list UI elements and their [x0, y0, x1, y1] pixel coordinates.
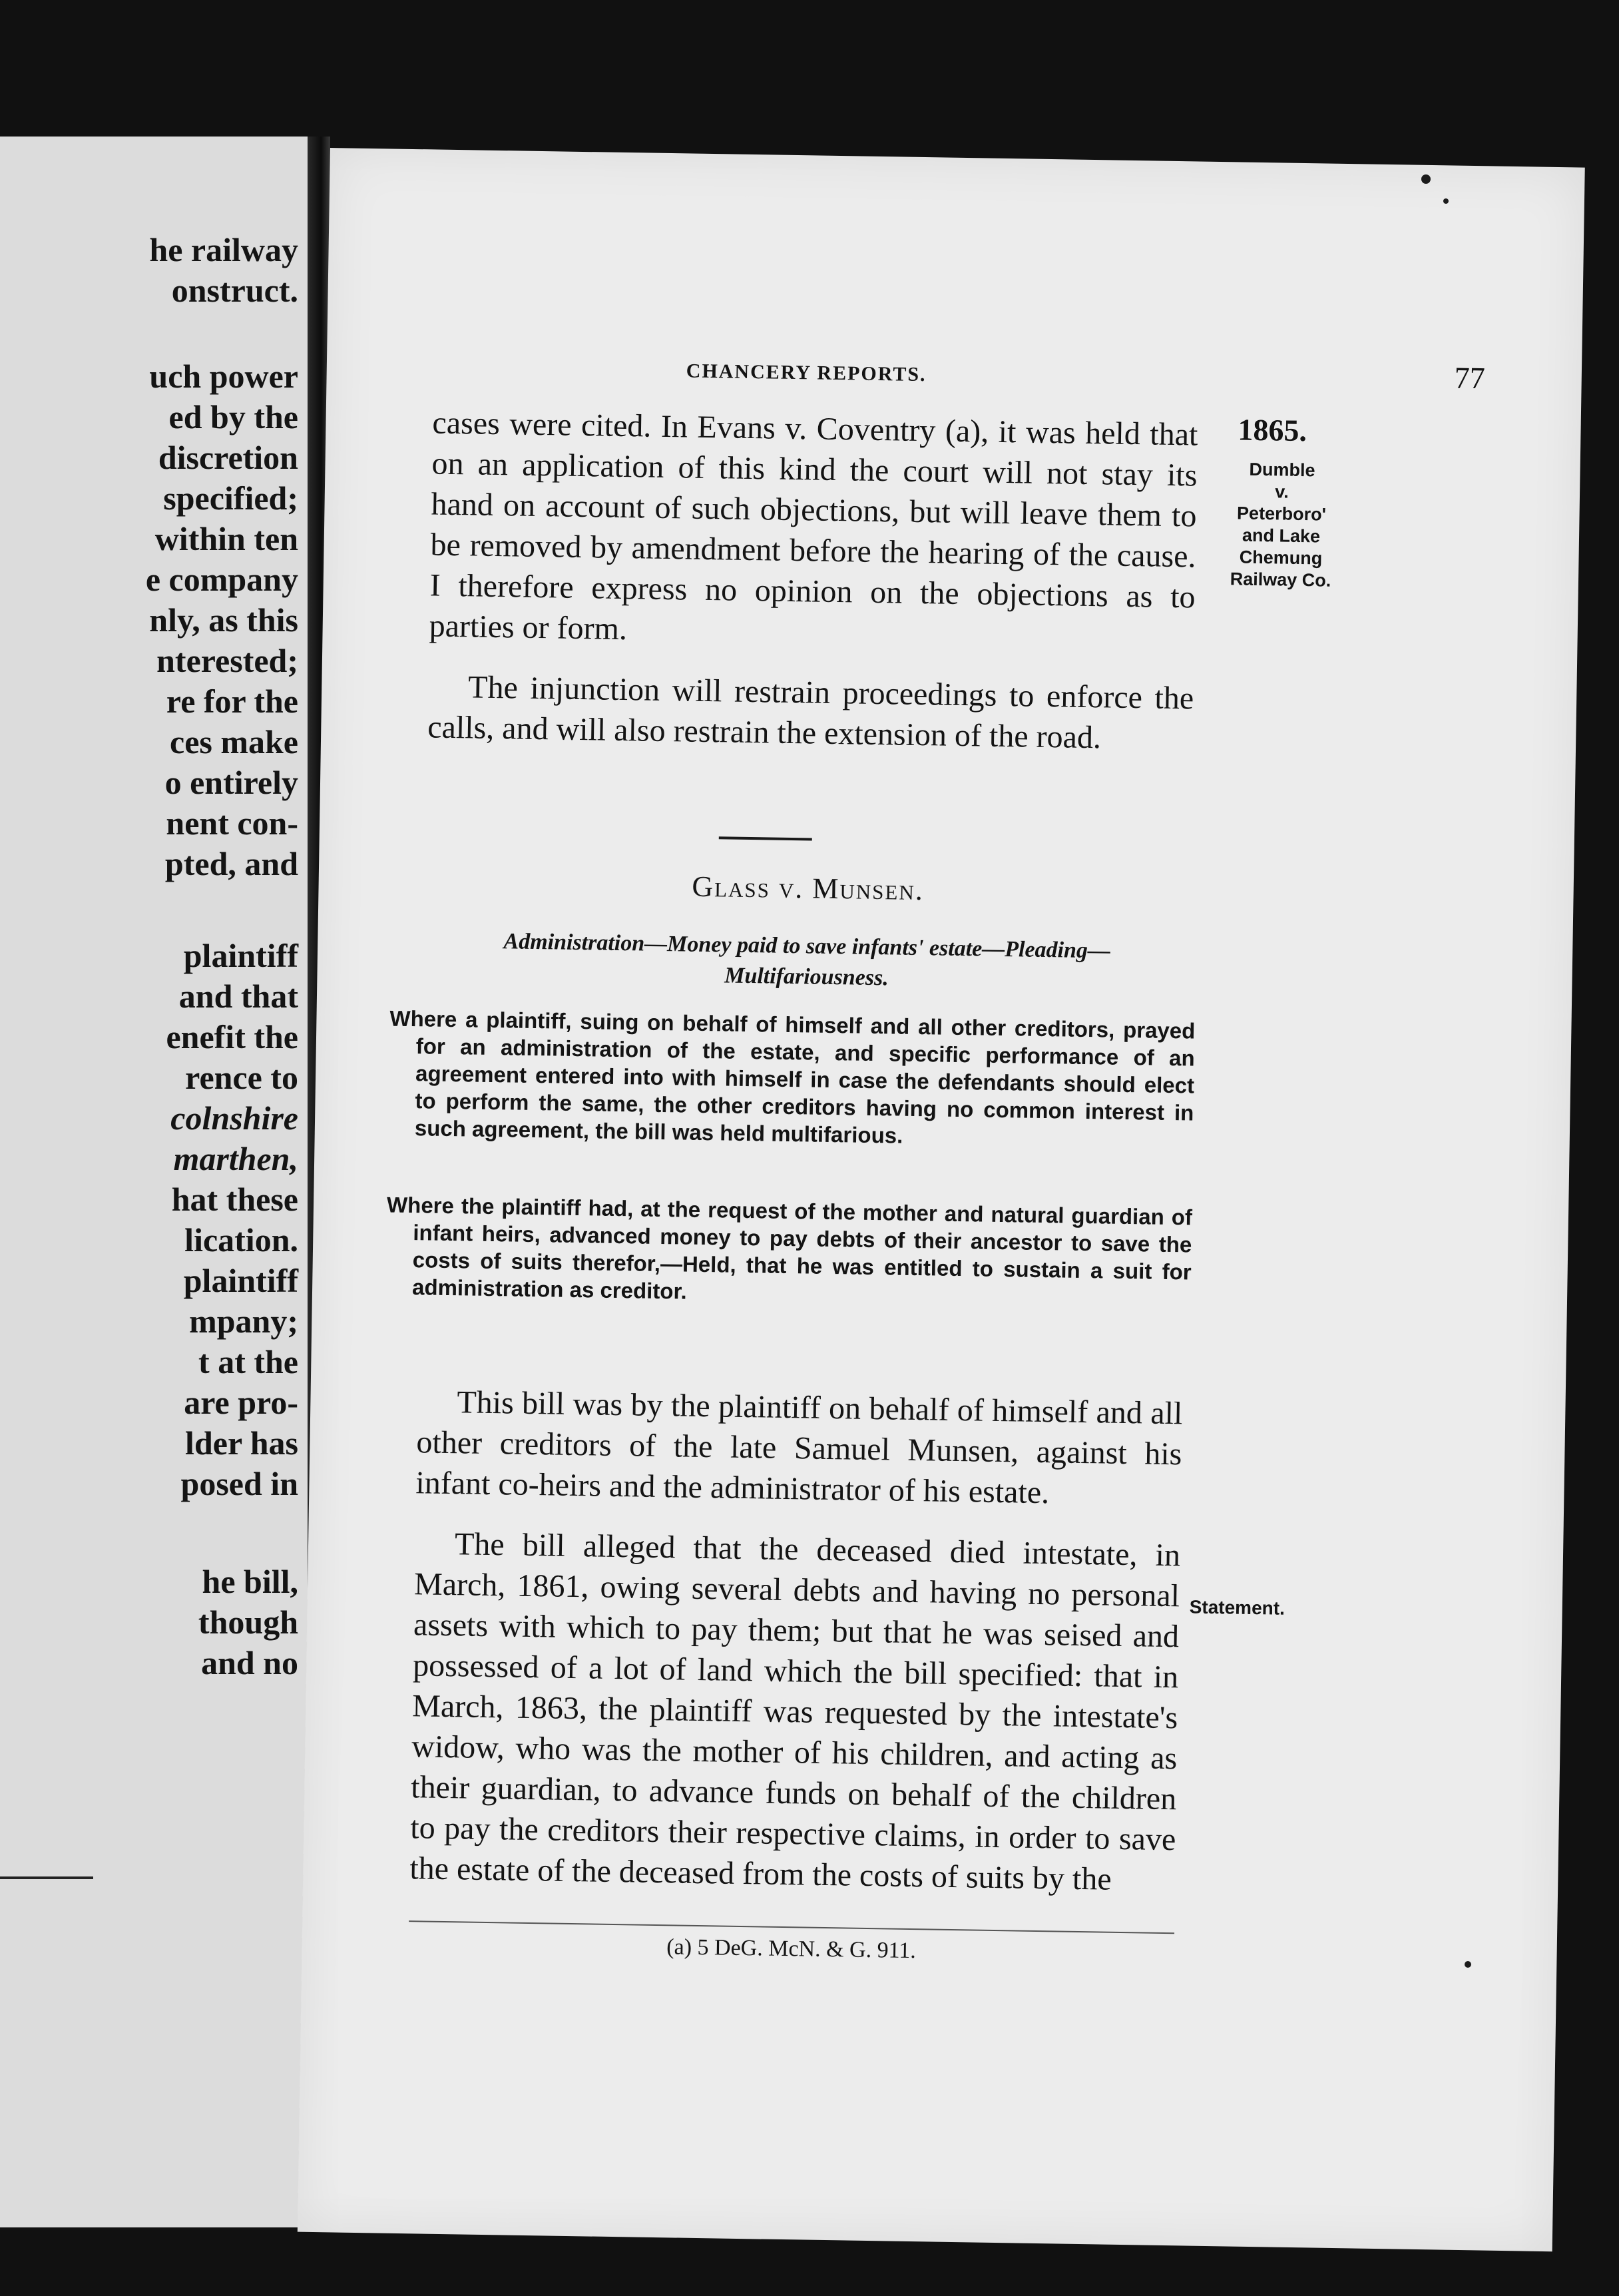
- body-text-top: [427, 402, 1198, 759]
- facing-page-line: marthen,: [173, 1140, 298, 1177]
- margin-case-name: [1212, 458, 1351, 592]
- facing-page-line: uch power: [149, 358, 298, 395]
- body-text-bottom: [409, 1381, 1183, 1900]
- facing-page-line: and that: [178, 978, 298, 1015]
- facing-page-rule: [0, 1876, 93, 1879]
- margin-case-line: Peterboro': [1236, 503, 1327, 525]
- facing-page-line: nly, as this: [149, 601, 298, 639]
- facing-page-line: though: [198, 1603, 298, 1641]
- facing-page-line: plaintiff: [183, 1262, 298, 1299]
- scan-speck: [1443, 198, 1449, 204]
- headnote: [388, 1005, 1196, 1154]
- margin-year: 1865.: [1238, 412, 1307, 448]
- page-number: 77: [1454, 360, 1486, 396]
- facing-page-line: pted, and: [164, 845, 298, 882]
- page: [298, 148, 1585, 2251]
- facing-page-line: rence to: [185, 1059, 298, 1096]
- facing-page-line: posed in: [180, 1465, 298, 1502]
- facing-page-line: lication.: [184, 1221, 298, 1259]
- margin-statement: Statement.: [1189, 1596, 1285, 1619]
- facing-page-line: he railway: [149, 231, 298, 268]
- facing-page-line: colnshire: [170, 1099, 298, 1137]
- footnote: (a) 5 DeG. McN. & G. 911.: [666, 1934, 917, 1964]
- facing-page-line: re for the: [166, 683, 298, 720]
- page-header: [686, 348, 1485, 407]
- facing-page-line: lder has: [185, 1424, 298, 1462]
- margin-case-line: Chemung: [1239, 547, 1323, 569]
- facing-page-line: plaintiff: [183, 937, 298, 974]
- paragraph: This bill was by the plaintiff on behalf of himself and all other creditors of the late Samuel Munsen, against his infant co-heirs and the administrator of his estate.: [415, 1384, 1183, 1511]
- headnote-topic: Administration—Money paid to save infants' estate—Pleading—Multifariousness.: [503, 929, 1111, 991]
- facing-page-line: specified;: [163, 479, 298, 517]
- facing-page: [0, 137, 308, 2227]
- case-title: Glass v. Munsen.: [692, 870, 925, 907]
- facing-page-line: mpany;: [189, 1302, 298, 1340]
- facing-page-line: are pro-: [184, 1384, 298, 1421]
- margin-case-line: v.: [1275, 481, 1289, 502]
- headnote-text: Where a plaintiff, suing on behalf of himself and all other creditors, prayed for an administration of the estate, and specific performance of an agreement entered into with himself in case the defendants should elect to perform the same, the other creditors having no common interest in such agreement, the bill was held multifarious.: [389, 1005, 1196, 1148]
- facing-page-line: o entirely: [164, 764, 298, 801]
- facing-page-line: t at the: [198, 1343, 298, 1380]
- margin-case-line: and Lake: [1242, 525, 1321, 547]
- margin-case-line: Railway Co.: [1230, 569, 1331, 591]
- headnote-text: Where the plaintiff had, at the request of the mother and natural guardian of infant heirs, advanced money to pay debts of their ancestor to save the costs of suits therefor,—Held, that he was entitled to sustain a suit for administration as creditor.: [386, 1192, 1193, 1304]
- margin-case-line: Dumble: [1249, 459, 1315, 481]
- facing-page-line: e company: [145, 561, 298, 598]
- facing-page-line: enefit the: [166, 1018, 298, 1055]
- scan-speck: [1465, 1961, 1471, 1968]
- paragraph: The injunction will restrain proceedings to enforce the calls, and will also restrain the extension of the road.: [427, 669, 1194, 756]
- paragraph: The bill alleged that the deceased died intestate, in March, 1861, owing several debts and having no personal assets with which to pay them; but that he was seised and possessed of a lot of land which the bill specified: that in March, 1863, the plaintiff was requested by the intestate's widow, who was the mother of his children, and acting as their guardian, to advance funds on behalf of the children to pay the creditors their respective claims, in order to save the estate of the deceased from the costs of suits by the: [409, 1526, 1181, 1897]
- headnote: [385, 1191, 1192, 1313]
- facing-page-line: he bill,: [202, 1563, 298, 1600]
- facing-page-line: and no: [201, 1644, 298, 1681]
- facing-page-line: within ten: [154, 520, 298, 557]
- facing-page-line: onstruct.: [171, 272, 298, 309]
- facing-page-line: ces make: [170, 723, 298, 760]
- running-head: CHANCERY REPORTS.: [686, 360, 927, 386]
- facing-page-line: nent con-: [166, 804, 298, 842]
- facing-page-line: hat these: [171, 1181, 298, 1218]
- section-divider: [719, 836, 812, 840]
- facing-page-line: ed by the: [168, 398, 298, 435]
- facing-page-line: discretion: [158, 439, 298, 476]
- scan-speck: [1421, 174, 1431, 184]
- paragraph: cases were cited. In Evans v. Coventry (a), it was held that on an application of this kind the court will not stay its hand on account of such objections, but will leave them to be removed by amendment before the hearing of the cause. I therefore express no opinion on the objections as to parties or form.: [429, 405, 1198, 647]
- facing-page-line: nterested;: [156, 642, 298, 679]
